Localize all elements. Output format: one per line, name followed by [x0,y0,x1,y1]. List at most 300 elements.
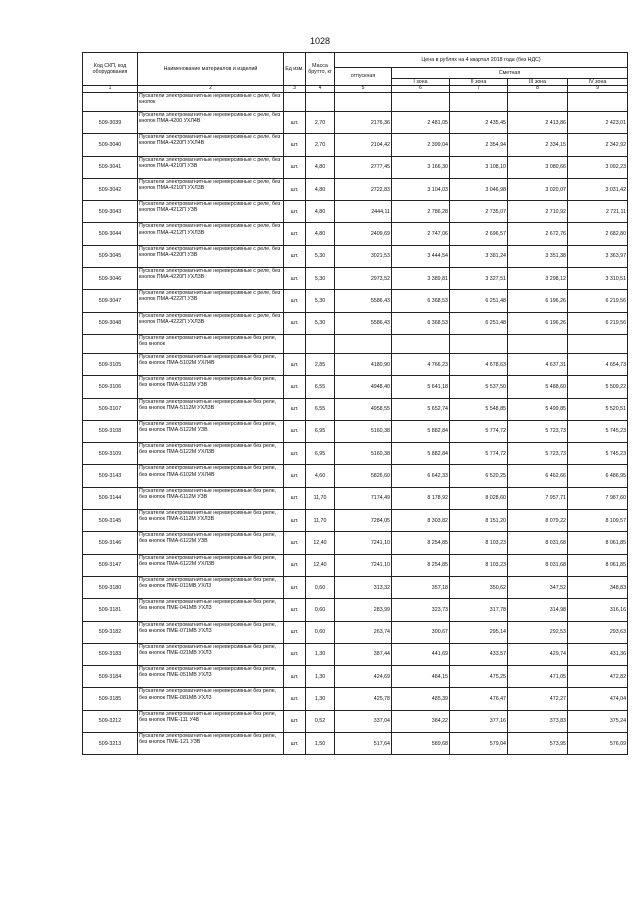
row-name: Пускатели электромагнитные нереверсивные без реле, без кнопок ПМА-6112М УХЛ3В [138,510,284,532]
row-mass: 4,80 [306,201,335,223]
price-zone-4: 5 509,22 [568,376,628,398]
price-release: 424,69 [335,666,392,688]
row-name: Пускатели электромагнитные нереверсивные без реле, без кнопок ПМЕ-081МВ УХЛ3 [138,688,284,710]
price-release: 5826,60 [335,465,392,487]
row-code: 509-3144 [83,487,138,509]
price-zone-4: 6 219,56 [568,290,628,312]
price-zone-3: 6 196,26 [508,312,568,334]
price-zone-4: 316,16 [568,599,628,621]
price-zone-1: 3 104,03 [392,178,450,200]
table-row [83,290,628,312]
empty-cell [392,93,450,112]
row-name: Пускатели электромагнитные нереверсивные без реле, без кнопок ПМА-5112М УЗВ [138,376,284,398]
price-zone-3: 3 080,66 [508,156,568,178]
price-zone-1: 5 882,84 [392,420,450,442]
row-name: Пускатели электромагнитные нереверсивные без реле, без кнопок ПМА-6122М УЗВ [138,532,284,554]
price-zone-4: 348,83 [568,576,628,598]
row-unit: шт. [284,576,306,598]
price-zone-1: 2 747,06 [392,223,450,245]
row-name: Пускатели электромагнитные нереверсивные без реле, без кнопок ПМА-6112М УЗВ [138,487,284,509]
table-row [83,134,628,156]
row-mass: 1,30 [306,688,335,710]
row-name: Пускатели электромагнитные нереверсивные с реле, без кнопок ПМА-4222П УХЛ3В [138,312,284,334]
row-name: Пускатели электромагнитные нереверсивные с реле, без кнопок ПМА-4212П УХЛ3В [138,223,284,245]
row-code: 509-3182 [83,621,138,643]
row-code: 509-3145 [83,510,138,532]
row-code: 509-3105 [83,353,138,375]
row-mass: 12,40 [306,532,335,554]
price-zone-4: 8 061,85 [568,532,628,554]
price-zone-4: 7 987,60 [568,487,628,509]
row-code: 509-3185 [83,688,138,710]
price-zone-4: 472,82 [568,666,628,688]
row-mass: 0,60 [306,621,335,643]
row-code: 509-3183 [83,643,138,665]
price-release: 3021,53 [335,245,392,267]
price-zone-3: 4 637,31 [508,353,568,375]
row-code: 509-3041 [83,156,138,178]
row-unit: шт. [284,112,306,134]
group-row [83,93,628,112]
empty-cell [508,93,568,112]
column-number: 5 [335,86,392,93]
row-code: 509-3180 [83,576,138,598]
header-row [83,53,628,68]
group-row [83,334,628,353]
price-zone-1: 441,69 [392,643,450,665]
price-zone-1: 8 254,85 [392,554,450,576]
row-code: 509-3212 [83,710,138,732]
table-row [83,245,628,267]
column-number: 2 [138,86,284,93]
price-release: 4948,40 [335,376,392,398]
price-zone-4: 6 486,95 [568,465,628,487]
column-number: 8 [508,86,568,93]
row-name: Пускатели электромагнитные нереверсивные с реле, без кнопок ПМА-4212П УЗВ [138,201,284,223]
price-zone-4: 3 092,23 [568,156,628,178]
header-unit: Ед изм. [284,53,306,86]
price-zone-2: 6 520,25 [450,465,508,487]
price-zone-2: 476,47 [450,688,508,710]
row-unit: шт. [284,710,306,732]
price-zone-1: 357,18 [392,576,450,598]
row-code: 509-3147 [83,554,138,576]
table-row [83,554,628,576]
price-zone-4: 2 342,92 [568,134,628,156]
column-number: 7 [450,86,508,93]
price-zone-3: 6 196,26 [508,290,568,312]
empty-cell [306,93,335,112]
page-number: 1028 [309,36,331,46]
price-zone-3: 8 031,68 [508,554,568,576]
empty-cell [568,334,628,353]
row-mass: 6,55 [306,398,335,420]
column-number: 1 [83,86,138,93]
price-release: 2973,52 [335,268,392,290]
row-unit: шт. [284,621,306,643]
row-unit: шт. [284,465,306,487]
column-number: 3 [284,86,306,93]
price-zone-2: 3 327,51 [450,268,508,290]
row-name: Пускатели электромагнитные нереверсивные с реле, без кнопок ПМА-4222П УЗВ [138,290,284,312]
row-mass: 4,60 [306,465,335,487]
row-mass: 2,70 [306,134,335,156]
group-name: Пускатели электромагнитные нереверсивные с реле, без кнопок [138,93,284,112]
row-mass: 2,70 [306,112,335,134]
table-row [83,576,628,598]
header-name: Наименование материалов и изделий [138,53,284,86]
price-zone-1: 5 882,84 [392,443,450,465]
price-zone-2: 3 108,10 [450,156,508,178]
row-name: Пускатели электромагнитные нереверсивные без реле, без кнопок ПМА-5122М УЗВ [138,420,284,442]
table-row [83,443,628,465]
row-name: Пускатели электромагнитные нереверсивные без реле, без кнопок ПМА-6122М УХЛ3В [138,554,284,576]
price-release: 2444,11 [335,201,392,223]
row-mass: 6,95 [306,420,335,442]
price-zone-2: 3 381,24 [450,245,508,267]
price-zone-1: 300,67 [392,621,450,643]
row-name: Пускатели электромагнитные нереверсивные без реле, без кнопок ПМЕ-051МВ УХЛ3 [138,666,284,688]
column-number: 4 [306,86,335,93]
row-name: Пускатели электромагнитные нереверсивные с реле, без кнопок ПМА-4220П УЗВ [138,245,284,267]
price-zone-2: 2 435,45 [450,112,508,134]
row-name: Пускатели электромагнитные нереверсивные без реле, без кнопок ПМА-5122М УХЛ3В [138,443,284,465]
table-row [83,666,628,688]
row-unit: шт. [284,312,306,334]
price-zone-1: 3 444,54 [392,245,450,267]
row-name: Пускатели электромагнитные нереверсивные без реле, без кнопок ПМЕ-021МВ УХЛ3 [138,643,284,665]
row-mass: 4,80 [306,223,335,245]
empty-cell [284,334,306,353]
table-row [83,112,628,134]
price-zone-4: 8 109,57 [568,510,628,532]
price-zone-2: 6 251,48 [450,290,508,312]
price-zone-4: 3 363,97 [568,245,628,267]
row-unit: шт. [284,376,306,398]
price-zone-4: 474,04 [568,688,628,710]
price-zone-3: 472,27 [508,688,568,710]
row-unit: шт. [284,223,306,245]
row-mass: 5,30 [306,312,335,334]
row-unit: шт. [284,487,306,509]
price-zone-3: 6 462,66 [508,465,568,487]
price-table [82,52,628,755]
row-unit: шт. [284,688,306,710]
price-zone-2: 4 678,63 [450,353,508,375]
price-zone-1: 2 481,05 [392,112,450,134]
row-code: 509-3181 [83,599,138,621]
table-row [83,156,628,178]
row-unit: шт. [284,666,306,688]
row-mass: 0,60 [306,576,335,598]
price-zone-4: 4 654,73 [568,353,628,375]
row-code: 509-3040 [83,134,138,156]
price-zone-1: 3 389,81 [392,268,450,290]
row-name: Пускатели электромагнитные нереверсивные с реле, без кнопок ПМА-4210П УХЛ3В [138,178,284,200]
empty-cell [392,334,450,353]
price-zone-2: 3 046,98 [450,178,508,200]
row-unit: шт. [284,532,306,554]
price-zone-3: 347,52 [508,576,568,598]
row-mass: 11,70 [306,487,335,509]
table-row [83,621,628,643]
row-code: 509-3213 [83,733,138,755]
row-name: Пускатели электромагнитные нереверсивные без реле, без кнопок ПМА-6102М УХЛ4В [138,465,284,487]
price-zone-3: 3 298,12 [508,268,568,290]
price-zone-1: 3 166,30 [392,156,450,178]
price-zone-2: 6 251,48 [450,312,508,334]
price-zone-1: 6 368,53 [392,290,450,312]
price-zone-2: 350,62 [450,576,508,598]
price-zone-3: 2 710,92 [508,201,568,223]
row-mass: 12,40 [306,554,335,576]
price-release: 283,99 [335,599,392,621]
row-unit: шт. [284,398,306,420]
header-zone: I зона [392,78,450,85]
price-zone-3: 429,74 [508,643,568,665]
price-zone-3: 5 499,85 [508,398,568,420]
price-zone-1: 8 178,92 [392,487,450,509]
price-zone-3: 373,83 [508,710,568,732]
column-number: 6 [392,86,450,93]
row-mass: 5,30 [306,245,335,267]
price-zone-4: 2 682,80 [568,223,628,245]
row-name: Пускатели электромагнитные нереверсивные с реле, без кнопок ПМА-4220П УХЛ3В [138,268,284,290]
row-mass: 0,52 [306,710,335,732]
empty-cell [450,334,508,353]
price-zone-4: 5 745,23 [568,443,628,465]
table-row [83,643,628,665]
price-zone-3: 5 488,60 [508,376,568,398]
table-row [83,201,628,223]
price-zone-1: 384,22 [392,710,450,732]
price-release: 2722,83 [335,178,392,200]
row-unit: шт. [284,510,306,532]
table-row [83,268,628,290]
price-zone-4: 2 423,01 [568,112,628,134]
row-code [83,334,138,353]
price-zone-3: 5 723,73 [508,443,568,465]
price-zone-4: 431,36 [568,643,628,665]
header-estimated: Сметная [392,68,628,79]
price-zone-4: 576,09 [568,733,628,755]
price-zone-2: 8 028,60 [450,487,508,509]
price-zone-4: 8 061,85 [568,554,628,576]
row-name: Пускатели электромагнитные нереверсивные без реле, без кнопок ПМЕ-121 УЗВ [138,733,284,755]
price-zone-3: 3 351,38 [508,245,568,267]
price-zone-2: 475,25 [450,666,508,688]
empty-cell [335,334,392,353]
price-zone-3: 2 413,86 [508,112,568,134]
price-zone-4: 375,24 [568,710,628,732]
price-zone-1: 6 642,33 [392,465,450,487]
row-unit: шт. [284,178,306,200]
table-row [83,733,628,755]
row-code: 509-3048 [83,312,138,334]
price-release: 2104,42 [335,134,392,156]
row-mass: 11,70 [306,510,335,532]
price-zone-2: 377,16 [450,710,508,732]
table-row [83,510,628,532]
price-zone-1: 484,15 [392,666,450,688]
row-unit: шт. [284,134,306,156]
price-zone-2: 295,14 [450,621,508,643]
column-number-row [83,86,628,93]
price-zone-1: 5 641,18 [392,376,450,398]
row-code: 509-3184 [83,666,138,688]
price-release: 2777,45 [335,156,392,178]
row-name: Пускатели электромагнитные нереверсивные без реле, без кнопок ПМЕ-041МВ УХЛ3 [138,599,284,621]
row-unit: шт. [284,201,306,223]
price-release: 313,32 [335,576,392,598]
price-zone-3: 573,95 [508,733,568,755]
price-zone-3: 314,98 [508,599,568,621]
table-row [83,710,628,732]
price-zone-1: 6 368,53 [392,312,450,334]
price-zone-1: 323,73 [392,599,450,621]
row-unit: шт. [284,156,306,178]
row-name: Пускатели электромагнитные нереверсивные без реле, без кнопок ПМА-5112М УХЛ3В [138,398,284,420]
price-release: 2176,36 [335,112,392,134]
row-mass: 0,60 [306,599,335,621]
price-release: 4180,90 [335,353,392,375]
row-unit: шт. [284,290,306,312]
row-unit: шт. [284,245,306,267]
row-code: 509-3045 [83,245,138,267]
row-name: Пускатели электромагнитные нереверсивные без реле, без кнопок ПМЕ-111 У4Б [138,710,284,732]
price-zone-3: 8 079,22 [508,510,568,532]
header-release: отпускная [335,68,392,86]
price-release: 263,74 [335,621,392,643]
price-zone-4: 6 219,56 [568,312,628,334]
row-name: Пускатели электромагнитные нереверсивные без реле, без кнопок ПМЕ-011МВ УХЛ3 [138,576,284,598]
header-price-title: Цена в рублях на 4 квартал 2018 года (без НДС) [335,53,628,68]
price-release: 337,04 [335,710,392,732]
table-row [83,465,628,487]
row-unit: шт. [284,599,306,621]
empty-cell [568,93,628,112]
table-row [83,398,628,420]
header-mass: Масса брутто, кг [306,53,335,86]
header-code: Код СКП, код оборудования [83,53,138,86]
price-zone-4: 5 745,23 [568,420,628,442]
price-release: 2409,69 [335,223,392,245]
row-mass: 1,50 [306,733,335,755]
row-mass: 5,30 [306,290,335,312]
price-release: 5586,43 [335,312,392,334]
empty-cell [335,93,392,112]
row-code: 509-3143 [83,465,138,487]
empty-cell [450,93,508,112]
row-mass: 6,95 [306,443,335,465]
table-row [83,688,628,710]
row-unit: шт. [284,643,306,665]
price-zone-4: 293,63 [568,621,628,643]
price-zone-2: 5 548,85 [450,398,508,420]
header-zone: III зона [508,78,568,85]
row-code: 509-3046 [83,268,138,290]
row-code: 509-3107 [83,398,138,420]
table-row [83,178,628,200]
price-release: 7284,05 [335,510,392,532]
row-unit: шт. [284,554,306,576]
price-zone-2: 433,57 [450,643,508,665]
table-row [83,353,628,375]
row-code: 509-3047 [83,290,138,312]
price-release: 7241,10 [335,554,392,576]
row-name: Пускатели электромагнитные нереверсивные с реле, без кнопок ПМА-4200 УХЛ4В [138,112,284,134]
row-unit: шт. [284,443,306,465]
price-zone-2: 317,78 [450,599,508,621]
table-row [83,532,628,554]
price-zone-1: 485,39 [392,688,450,710]
price-zone-4: 3 031,42 [568,178,628,200]
empty-cell [508,334,568,353]
price-zone-1: 8 303,82 [392,510,450,532]
price-release: 387,44 [335,643,392,665]
price-zone-2: 2 354,94 [450,134,508,156]
price-zone-2: 5 537,50 [450,376,508,398]
price-zone-4: 5 520,51 [568,398,628,420]
price-zone-2: 5 774,72 [450,420,508,442]
price-zone-1: 5 652,74 [392,398,450,420]
row-mass: 6,55 [306,376,335,398]
row-code: 509-3109 [83,443,138,465]
table-row [83,376,628,398]
price-release: 5586,43 [335,290,392,312]
row-mass: 1,30 [306,643,335,665]
table-row [83,223,628,245]
price-zone-2: 579,04 [450,733,508,755]
price-zone-4: 3 310,51 [568,268,628,290]
row-name: Пускатели электромагнитные нереверсивные с реле, без кнопок ПМА-4220П УХЛ4В [138,134,284,156]
price-table-body [83,53,628,755]
row-code: 509-3044 [83,223,138,245]
price-zone-3: 2 334,15 [508,134,568,156]
group-name: Пускатели электромагнитные нереверсивные без реле, без кнопок [138,334,284,353]
price-zone-3: 8 031,68 [508,532,568,554]
row-code: 509-3039 [83,112,138,134]
price-release: 5160,38 [335,443,392,465]
column-number: 9 [568,86,628,93]
price-zone-2: 8 151,20 [450,510,508,532]
price-zone-1: 589,68 [392,733,450,755]
row-name: Пускатели электромагнитные нереверсивные без реле, без кнопок ПМЕ-071МВ УХЛ3 [138,621,284,643]
header-zone: IV зона [568,78,628,85]
price-zone-3: 292,53 [508,621,568,643]
price-zone-3: 5 723,73 [508,420,568,442]
price-release: 517,64 [335,733,392,755]
row-code: 509-3108 [83,420,138,442]
header-zone: II зона [450,78,508,85]
row-unit: шт. [284,733,306,755]
row-mass: 5,30 [306,268,335,290]
row-code: 509-3106 [83,376,138,398]
row-unit: шт. [284,353,306,375]
price-release: 425,78 [335,688,392,710]
price-zone-1: 2 786,28 [392,201,450,223]
empty-cell [306,334,335,353]
row-mass: 1,30 [306,666,335,688]
row-code: 509-3146 [83,532,138,554]
table-row [83,420,628,442]
price-release: 7174,49 [335,487,392,509]
price-zone-2: 5 774,72 [450,443,508,465]
price-zone-2: 2 735,07 [450,201,508,223]
row-mass: 4,80 [306,156,335,178]
row-mass: 4,80 [306,178,335,200]
price-zone-3: 471,05 [508,666,568,688]
